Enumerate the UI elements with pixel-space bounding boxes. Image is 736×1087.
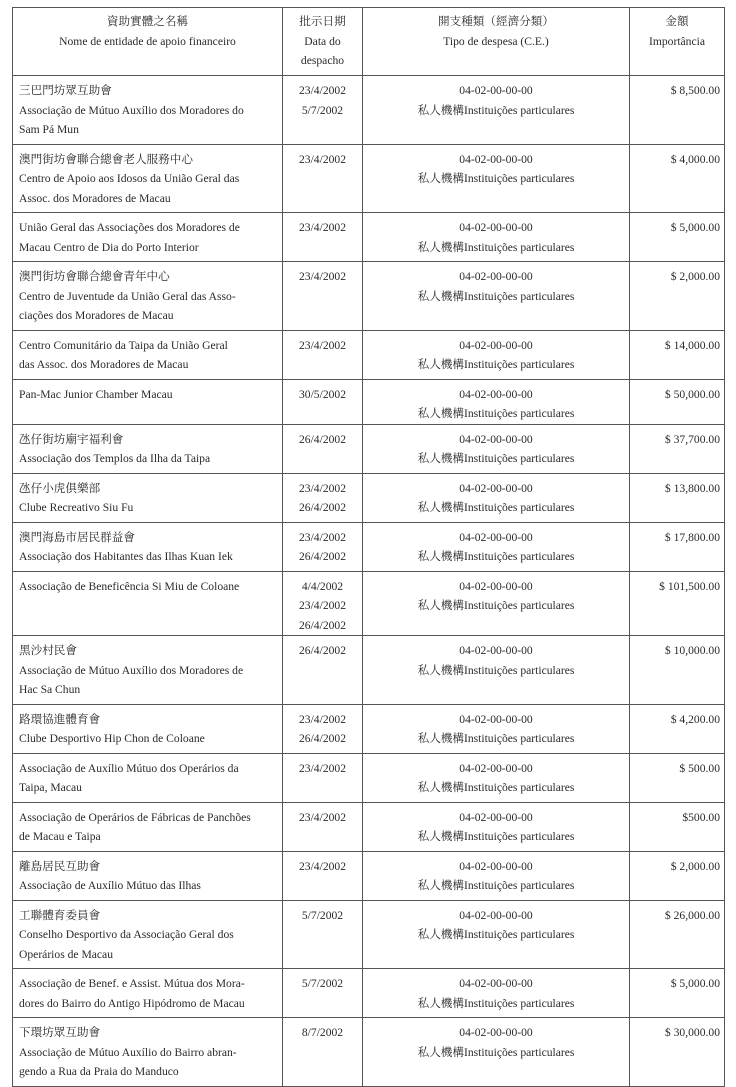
entity-name-cell (13, 213, 283, 262)
dispatch-date: 26/4/2002 (298, 432, 347, 446)
entity-name-line: Clube Desportivo Hip Chon de Coloane (19, 732, 205, 745)
dispatch-date-cell (283, 900, 363, 969)
table-row (13, 144, 725, 213)
expense-type: 私人機構Instituições particulares (417, 1045, 575, 1059)
amount-cell: $ 37,700.00 (630, 424, 725, 473)
expense-type: 私人機構Instituições particulares (417, 103, 575, 117)
entity-name-line: Assoc. dos Moradores de Macau (19, 191, 171, 205)
expense-code: 04-02-00-00-00 (459, 1026, 533, 1039)
dispatch-date: 23/4/2002 (298, 270, 347, 283)
entity-name-line: 下環坊眾互助會 (19, 1026, 101, 1039)
entity-name-line: 氹仔街坊廟宇福利會 (19, 432, 124, 446)
header-type (363, 8, 630, 76)
expense-code: 04-02-00-00-00 (459, 977, 533, 990)
dispatch-date: 23/4/2002 (298, 481, 347, 495)
entity-name-cell (13, 704, 283, 753)
expense-type-cell (363, 802, 630, 851)
entity-name-cell (13, 330, 283, 379)
dispatch-date-cell (283, 144, 363, 213)
expense-type: 私人機構Instituições particulares (417, 289, 575, 303)
entity-name-line: Taipa, Macau (19, 781, 82, 794)
amount-cell: $ 4,000.00 (630, 144, 725, 213)
header-entity (13, 8, 283, 76)
table-row (13, 424, 725, 473)
dispatch-date-cell (283, 262, 363, 331)
dispatch-date: 8/7/2002 (301, 1026, 344, 1039)
expense-type-cell (363, 213, 630, 262)
entity-name-cell (13, 969, 283, 1018)
expense-code: 04-02-00-00-00 (459, 712, 533, 726)
table-row (13, 636, 725, 705)
table-row (13, 704, 725, 753)
dispatch-date: 23/4/2002 (298, 221, 347, 234)
dispatch-date-cell (283, 704, 363, 753)
dispatch-date: 23/4/2002 (298, 859, 347, 873)
dispatch-date-cell (283, 522, 363, 571)
entity-name-line: Hac Sa Chun (19, 683, 81, 696)
table-row (13, 262, 725, 331)
expense-type: 私人機構Instituições particulares (417, 830, 575, 843)
expense-type: 私人機構Instituições particulares (417, 663, 575, 677)
table-row (13, 851, 725, 900)
amount-cell: $ 5,000.00 (630, 213, 725, 262)
dispatch-date-cell (283, 473, 363, 522)
entity-name-line: 三巴門坊眾互助會 (19, 84, 112, 97)
entity-name-line: Associação de Benef. e Assist. Mútua dos Mora- (19, 977, 245, 990)
expense-code: 04-02-00-00-00 (459, 152, 533, 166)
table-row (13, 900, 725, 969)
amount-cell: $ 5,000.00 (630, 969, 725, 1018)
amount-cell: $ 30,000.00 (630, 1018, 725, 1087)
expense-type: 私人機構Instituições particulares (417, 358, 575, 371)
expense-type-cell (363, 900, 630, 969)
entity-name-line: Associação de Auxílio Mútuo dos Operários da (19, 761, 239, 775)
amount-cell: $ 2,000.00 (630, 851, 725, 900)
table-row (13, 213, 725, 262)
expense-code: 04-02-00-00-00 (459, 221, 533, 234)
header-amount-zh: 金額 (665, 15, 689, 28)
dispatch-date: 26/4/2002 (298, 618, 347, 632)
dispatch-date: 30/5/2002 (298, 387, 347, 401)
amount-cell: $ 2,000.00 (630, 262, 725, 331)
expense-type-cell (363, 76, 630, 145)
entity-name-line: Centro de Juventude da União Geral das Asso- (19, 289, 236, 303)
entity-name-line: gendo a Rua da Praia do Manduco (19, 1065, 179, 1078)
expense-type-cell (363, 262, 630, 331)
dispatch-date: 5/7/2002 (301, 977, 344, 990)
entity-name-line: 澳門海島市居民群益會 (19, 530, 135, 544)
header-amount-pt: Importância (648, 34, 705, 48)
expense-code: 04-02-00-00-00 (459, 530, 533, 544)
entity-name-cell (13, 379, 283, 424)
table-row (13, 802, 725, 851)
entity-name-line: União Geral das Associações dos Moradores de (19, 221, 240, 234)
entity-name-cell (13, 522, 283, 571)
dispatch-date: 5/7/2002 (301, 103, 344, 117)
entity-name-cell (13, 1018, 283, 1087)
amount-cell: $ 50,000.00 (630, 379, 725, 424)
dispatch-date: 26/4/2002 (298, 732, 347, 745)
header-date-pt-2: despacho (300, 54, 345, 67)
dispatch-date-cell (283, 213, 363, 262)
expense-type: 私人機構Instituições particulares (417, 550, 575, 563)
dispatch-date-cell (283, 969, 363, 1018)
entity-name-line: 澳門街坊會聯合總會老人服務中心 (19, 152, 193, 166)
entity-name-line: Centro de Apoio aos Idosos da União Geral das (19, 172, 240, 185)
entity-name-line: Macau Centro de Dia do Porto Interior (19, 240, 199, 254)
entity-name-line: 工聯體育委員會 (19, 908, 101, 922)
entity-name-line: 氹仔小虎俱樂部 (19, 481, 101, 495)
expense-code: 04-02-00-00-00 (459, 908, 533, 922)
entity-name-line: dores do Bairro do Antigo Hipódromo de Macau (19, 996, 245, 1010)
dispatch-date: 23/4/2002 (298, 761, 347, 775)
document-page (12, 7, 724, 1087)
expense-type-cell (363, 704, 630, 753)
header-date-zh: 批示日期 (299, 15, 346, 28)
expense-type-cell (363, 571, 630, 636)
dispatch-date: 23/4/2002 (298, 599, 347, 612)
entity-name-cell (13, 753, 283, 802)
table-header-row (13, 8, 725, 76)
entity-name-cell (13, 802, 283, 851)
dispatch-date-cell (283, 802, 363, 851)
expense-code: 04-02-00-00-00 (459, 84, 533, 97)
expense-code: 04-02-00-00-00 (459, 338, 533, 352)
expense-type-cell (363, 636, 630, 705)
dispatch-date-cell (283, 1018, 363, 1087)
entity-name-line: Operários de Macau (19, 947, 113, 961)
entity-name-line: Clube Recreativo Siu Fu (19, 501, 134, 514)
amount-cell: $ 101,500.00 (630, 571, 725, 636)
table-row (13, 522, 725, 571)
expense-type-cell (363, 969, 630, 1018)
entity-name-line: Associação dos Templos da Ilha da Taipa (19, 452, 211, 465)
entity-name-cell (13, 473, 283, 522)
amount-cell: $ 13,800.00 (630, 473, 725, 522)
entity-name-line: de Macau e Taipa (19, 830, 101, 843)
dispatch-date: 26/4/2002 (298, 501, 347, 514)
dispatch-date-cell (283, 571, 363, 636)
header-date (283, 8, 363, 76)
expense-type-cell (363, 330, 630, 379)
expense-type: 私人機構Instituições particulares (417, 879, 575, 892)
dispatch-date: 23/4/2002 (298, 712, 347, 726)
dispatch-date: 4/4/2002 (301, 579, 344, 593)
entity-name-cell (13, 262, 283, 331)
expense-type: 私人機構Instituições particulares (417, 172, 575, 185)
expense-type-cell (363, 144, 630, 213)
amount-cell: $ 8,500.00 (630, 76, 725, 145)
entity-name-line: Conselho Desportivo da Associação Geral dos (19, 928, 234, 941)
expense-code: 04-02-00-00-00 (459, 387, 533, 401)
expense-type: 私人機構Instituições particulares (417, 996, 575, 1010)
amount-cell: $ 4,200.00 (630, 704, 725, 753)
entity-name-cell (13, 76, 283, 145)
expense-code: 04-02-00-00-00 (459, 270, 533, 283)
entity-name-line: Associação de Mútuo Auxílio do Bairro abran- (19, 1045, 237, 1059)
expense-code: 04-02-00-00-00 (459, 481, 533, 495)
dispatch-date: 5/7/2002 (301, 908, 344, 922)
entity-name-line: Centro Comunitário da Taipa da União Geral (19, 338, 228, 352)
dispatch-date: 23/4/2002 (298, 84, 347, 97)
table-row (13, 473, 725, 522)
dispatch-date-cell (283, 424, 363, 473)
expense-type: 私人機構Instituições particulares (417, 599, 575, 612)
expense-code: 04-02-00-00-00 (459, 432, 533, 446)
table-row (13, 1018, 725, 1087)
table-row (13, 379, 725, 424)
entity-name-cell (13, 851, 283, 900)
dispatch-date: 26/4/2002 (298, 644, 347, 657)
expense-type-cell (363, 473, 630, 522)
entity-name-line: 路環協進體育會 (19, 712, 101, 726)
expense-type-cell (363, 851, 630, 900)
entity-name-line: Pan-Mac Junior Chamber Macau (19, 387, 173, 401)
expense-code: 04-02-00-00-00 (459, 859, 533, 873)
expense-type-cell (363, 1018, 630, 1087)
entity-name-line: Associação de Operários de Fábricas de Panchões (19, 810, 251, 824)
expense-type: 私人機構Instituições particulares (417, 501, 575, 514)
amount-cell: $ 17,800.00 (630, 522, 725, 571)
expense-type-cell (363, 522, 630, 571)
entity-name-cell (13, 424, 283, 473)
expense-type-cell (363, 424, 630, 473)
expense-type-cell (363, 753, 630, 802)
dispatch-date-cell (283, 636, 363, 705)
header-entity-pt: Nome de entidade de apoio financeiro (59, 34, 236, 48)
amount-cell: $ 26,000.00 (630, 900, 725, 969)
expense-type: 私人機構Instituições particulares (417, 407, 575, 420)
dispatch-date-cell (283, 379, 363, 424)
expense-type: 私人機構Instituições particulares (417, 452, 575, 465)
amount-cell: $ 500.00 (630, 753, 725, 802)
entity-name-cell (13, 636, 283, 705)
table-row (13, 969, 725, 1018)
entity-name-cell (13, 571, 283, 636)
table-row (13, 753, 725, 802)
entity-name-line: 黑沙村民會 (19, 644, 77, 657)
dispatch-date: 23/4/2002 (298, 810, 347, 824)
expense-code: 04-02-00-00-00 (459, 579, 533, 593)
entity-name-line: Associação dos Habitantes das Ilhas Kuan Iek (19, 550, 233, 563)
entity-name-cell (13, 144, 283, 213)
entity-name-line: Associação de Auxílio Mútuo das Ilhas (19, 879, 201, 892)
table-row (13, 571, 725, 636)
expense-code: 04-02-00-00-00 (459, 810, 533, 824)
entity-name-line: 離島居民互助會 (19, 859, 101, 873)
expense-code: 04-02-00-00-00 (459, 761, 533, 775)
entity-name-line: Associação de Beneficência Si Miu de Coloane (19, 579, 240, 593)
dispatch-date-cell (283, 851, 363, 900)
entity-name-line: Sam Pá Mun (19, 123, 79, 136)
expense-type: 私人機構Instituições particulares (417, 781, 575, 794)
amount-cell: $500.00 (630, 802, 725, 851)
expense-code: 04-02-00-00-00 (459, 644, 533, 657)
expense-type: 私人機構Instituições particulares (417, 928, 575, 941)
dispatch-date-cell (283, 330, 363, 379)
entity-name-cell (13, 900, 283, 969)
dispatch-date: 23/4/2002 (298, 152, 347, 166)
entity-name-line: ciações dos Moradores de Macau (19, 309, 174, 322)
dispatch-date: 26/4/2002 (298, 550, 347, 563)
dispatch-date: 23/4/2002 (298, 338, 347, 352)
amount-cell: $ 14,000.00 (630, 330, 725, 379)
entity-name-line: das Assoc. dos Moradores de Macau (19, 358, 189, 371)
header-amount (630, 8, 725, 76)
expense-type: 私人機構Instituições particulares (417, 732, 575, 745)
expense-type: 私人機構Instituições particulares (417, 240, 575, 254)
entity-name-line: Associação de Mútuo Auxílio dos Moradores de (19, 663, 244, 677)
header-date-pt-1: Data do (304, 34, 341, 48)
dispatch-date-cell (283, 76, 363, 145)
dispatch-date-cell (283, 753, 363, 802)
table-row (13, 76, 725, 145)
dispatch-date: 23/4/2002 (298, 530, 347, 544)
entity-name-line: 澳門街坊會聯合總會青年中心 (19, 270, 170, 283)
header-type-pt: Tipo de despesa (C.E.) (443, 34, 549, 48)
expense-type-cell (363, 379, 630, 424)
amount-cell: $ 10,000.00 (630, 636, 725, 705)
subsidy-table (12, 7, 725, 1087)
header-type-zh: 開支種類（經濟分類） (438, 15, 554, 28)
table-row (13, 330, 725, 379)
entity-name-line: Associação de Mútuo Auxílio dos Moradores do (19, 103, 244, 117)
header-entity-zh: 資助實體之名稱 (106, 15, 189, 28)
